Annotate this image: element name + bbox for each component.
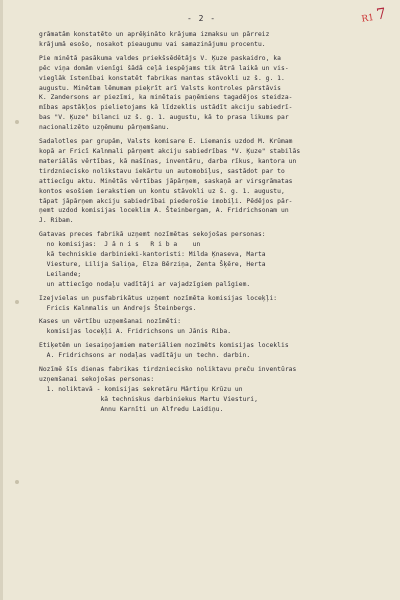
text-line: materiālās vērtības, kā mašīnas, inventāru, darba rīkus, kantora un xyxy=(39,157,297,165)
text-line: Kases un vērtību uzņemšanai nozīmēti: xyxy=(39,318,182,326)
text-line: un attiecīgo nodaļu vadītāji ar vajadzīgiem palīgiem. xyxy=(39,280,251,288)
text-line: Viesture, Lilija Saliņa, Elza Bērziņa, Zenta Šķēre, Herta xyxy=(39,260,266,268)
text-line: Leilande; xyxy=(39,270,82,278)
text-line: ņemt uzdod komisijas loceklim A. Šteinbergam, A. Fridrichsonam un xyxy=(39,207,289,215)
paragraph xyxy=(39,54,390,133)
text-line: bas "V. Ķuze" bilanci uz š. g. 1. augustu, kā to prasa likums par xyxy=(39,114,289,122)
text-line: Annu Karnīti un Alfredu Laidiņu. xyxy=(39,405,224,413)
binding-hole xyxy=(15,120,19,124)
text-line: attiecīgu aktu. Minētās vērtības jāpārņem, saskaņā ar virsgrāmatas xyxy=(39,177,293,185)
text-line: Fricis Kalnmalis un Andrejs Šteinbergs. xyxy=(39,304,197,312)
paragraph xyxy=(39,365,390,415)
text-line: tāpat jāpārņem akciju sabiedrībai piederošie imobiļi. Pēdējos pār- xyxy=(39,197,293,205)
document-body xyxy=(39,30,390,415)
text-line: kā techniskie darbinieki-kantoristi: Milda Ķnaseva, Marta xyxy=(39,251,266,259)
page-number: - 2 - xyxy=(186,14,217,23)
text-line: kontos esošiem ierakstiem un kontu stāvokli uz š. g. 1. augustu, xyxy=(39,187,285,195)
text-line: nacionalizēto uzņēmumu pārņemšanu. xyxy=(39,124,170,132)
text-line: mības apstākļos pielietojams kā līdzeklis ustādīt akciju sabiedrī- xyxy=(39,104,293,112)
text-line: A. Fridrichsons ar nodaļas vadītāju un techn. darbin. xyxy=(39,352,251,360)
text-line: 1. noliktavā - komisijas sekretāru Mārtiņu Krūzu un xyxy=(39,385,243,393)
paragraph xyxy=(39,30,390,50)
text-line: komisijas loceķļi A. Fridrichsons un Jānis Riba. xyxy=(39,328,232,336)
paragraph xyxy=(39,317,390,337)
binding-hole xyxy=(15,300,19,304)
text-line: tirdzniecisko nolikstavu iekārtu un automobiļus, sastādot par to xyxy=(39,167,285,175)
archive-stamp-number: 7 xyxy=(375,4,388,24)
text-line: Sadalotles par grupām, Valsts komisare E. Liemanis uzdod M. Krūmam xyxy=(39,138,293,146)
text-line: Etiķetēm un iesaiņojamiem materiāliem nozīmēts komisijas loceklis xyxy=(39,342,289,350)
archive-stamp-prefix: R1 xyxy=(360,13,375,25)
text-line: J. Ribam. xyxy=(39,217,74,225)
paragraph xyxy=(39,230,390,289)
text-line: kopā ar Fricī Kalnmali pārņemt akciju sabiedrības "V. Ķuze" stabilās xyxy=(39,147,301,155)
text-line: Gatavas preces fabrikā uzņemt nozīmētas sekojošas personas: xyxy=(39,231,266,239)
text-line: Nozīmē šīs dienas fabrikas tirdzniecisko noliktavu preču inventūras xyxy=(39,366,297,374)
binding-hole xyxy=(15,480,19,484)
text-line: augustu. Minētam lēmumam pieķrīt arī Valsts kontroles pārstāvis xyxy=(39,84,281,92)
text-line: K. Zandersons ar piezīmi, ka minētais paņēmiens tagadējos steidza- xyxy=(39,94,293,102)
paragraph xyxy=(39,137,390,226)
text-line: pēc viņa domām vienīgi šādā ceļā iespējams tik ātrā laikā un vis- xyxy=(39,64,289,72)
text-line: Pie minētā pasākuma valdes priekšsēdētājs V. Ķuze paskaidro, ka xyxy=(39,54,281,62)
text-line: no komisijas: J ā n i s R i b a un xyxy=(39,241,201,249)
archive-stamp xyxy=(360,4,387,25)
text-line: grāmatām konstatēto un aprēķināto krājuma izmaksu un pārreiz xyxy=(39,31,270,38)
text-line: kā techniskus darbiniekus Martu Viesturi, xyxy=(39,395,258,403)
text-line: Izejvielas un pusfabrikātus uzņemt nozīmēta komisijas loceķļi: xyxy=(39,294,278,302)
text-line: vieglāk īstenībai konstatēt fabrikas mantas stāvokli uz š. g. 1. xyxy=(39,74,285,82)
paragraph xyxy=(39,294,390,314)
text-line: krājumā esošo, nosakot pieaugumu vai samazinājumu procentu. xyxy=(39,40,266,48)
paragraph xyxy=(39,341,390,361)
text-line: uzņemšanai sekojošas personas: xyxy=(39,376,155,383)
